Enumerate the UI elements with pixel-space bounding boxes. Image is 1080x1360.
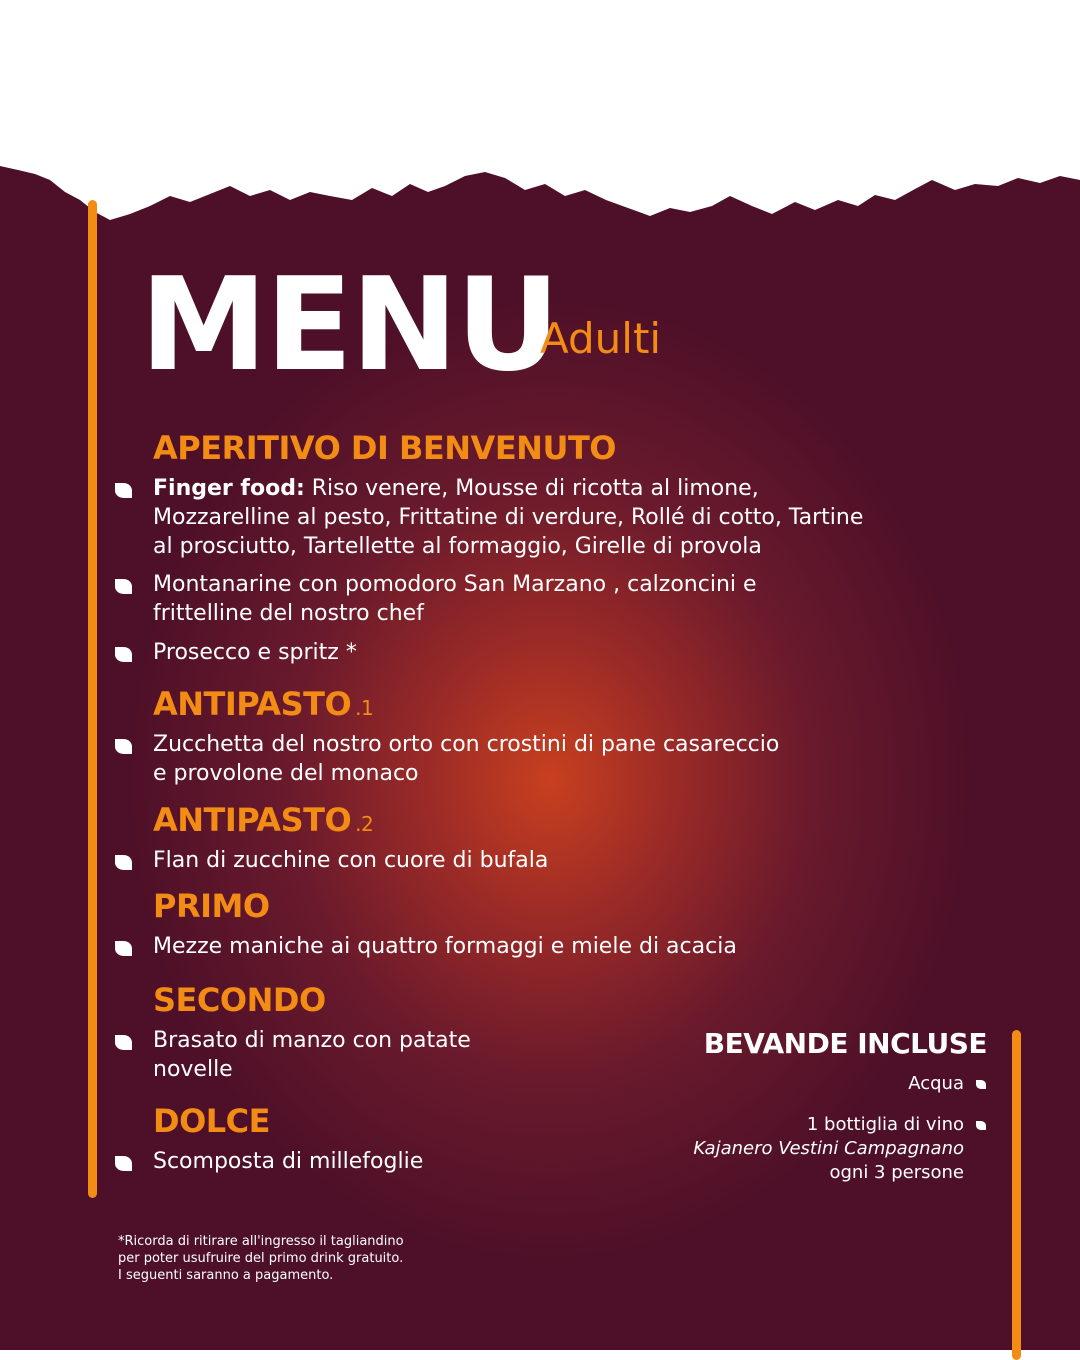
section-dolce-title [153,1102,270,1140]
item-line: frittelline del nostro chef [153,601,424,626]
menu-item-brasato [153,1026,471,1084]
item-line: Prosecco e spritz * [153,640,357,665]
leaf-bullet-icon [115,1035,132,1050]
leaf-bullet-icon [115,483,132,498]
beverage-line: Acqua [908,1073,964,1094]
torn-paper-edge [0,0,1080,240]
section-title: ANTIPASTO [153,801,352,839]
menu-subtitle: Adulti [540,314,662,363]
beverages-title: BEVANDE INCLUSE [703,1027,987,1060]
footnote-line: per poter usufruire del primo drink gratuito. [118,1251,404,1266]
section-title: DOLCE [153,1102,270,1140]
menu-item-prosecco [153,638,357,667]
section-antipasto-1-title [153,685,374,723]
item-line: Flan di zucchine con cuore di bufala [153,848,549,873]
menu-item-montanarine [153,570,757,628]
section-secondo-title [153,981,326,1019]
menu-item-mezze-maniche [153,932,737,961]
leaf-bullet-icon [976,1080,986,1089]
item-line: Zucchetta del nostro orto con crostini di pane casareccio [153,732,780,757]
leaf-bullet-icon [115,1156,132,1171]
section-aperitivo-title [153,429,616,467]
leaf-bullet-icon [115,739,132,754]
leaf-bullet-icon [976,1121,986,1130]
footnote-line: I seguenti saranno a pagamento. [118,1268,334,1283]
beverage-item-wine [693,1113,964,1185]
section-title: PRIMO [153,887,270,925]
beverage-line: 1 bottiglia di vino [806,1114,964,1135]
leaf-bullet-icon [115,855,132,870]
item-bold-label: Finger food: [153,476,305,501]
beverage-line: ogni 3 persone [829,1162,964,1183]
section-primo-title [153,887,270,925]
accent-line-left [88,200,97,1198]
leaf-bullet-icon [115,647,132,662]
beverage-wine-name: Kajanero Vestini Campagnano [693,1138,964,1159]
section-title: SECONDO [153,981,326,1019]
item-line: Mozzarelline al pesto, Frittatine di verdure, Rollé di cotto, Tartine [153,505,864,530]
item-line: al prosciutto, Tartellette al formaggio, Girelle di provola [153,534,762,559]
menu-title: MENU [140,251,558,400]
footnote [118,1233,404,1284]
item-line: Montanarine con pomodoro San Marzano , calzoncini e [153,572,757,597]
menu-item-zucchetta [153,730,779,788]
item-line: novelle [153,1057,233,1082]
section-title: APERITIVO DI BENVENUTO [153,429,616,467]
menu-item-millefoglie [153,1147,423,1176]
menu-item-finger-food [153,474,863,561]
beverage-item-water [908,1072,964,1096]
item-line: Scomposta di millefoglie [153,1149,424,1174]
accent-line-right [1012,1030,1021,1360]
leaf-bullet-icon [115,941,132,956]
item-line: Riso venere, Mousse di ricotta al limone, [304,476,759,501]
item-line: e provolone del monaco [153,761,419,786]
section-antipasto-2-title [153,801,374,839]
section-title: ANTIPASTO [153,685,352,723]
menu-item-flan [153,846,548,875]
leaf-bullet-icon [115,579,132,594]
footnote-line: *Ricorda di ritirare all'ingresso il tagliandino [118,1234,404,1249]
section-number: .2 [355,812,374,836]
section-number: .1 [355,696,374,720]
item-line: Mezze maniche ai quattro formaggi e miele di acacia [153,934,737,959]
item-line: Brasato di manzo con patate [153,1028,471,1053]
